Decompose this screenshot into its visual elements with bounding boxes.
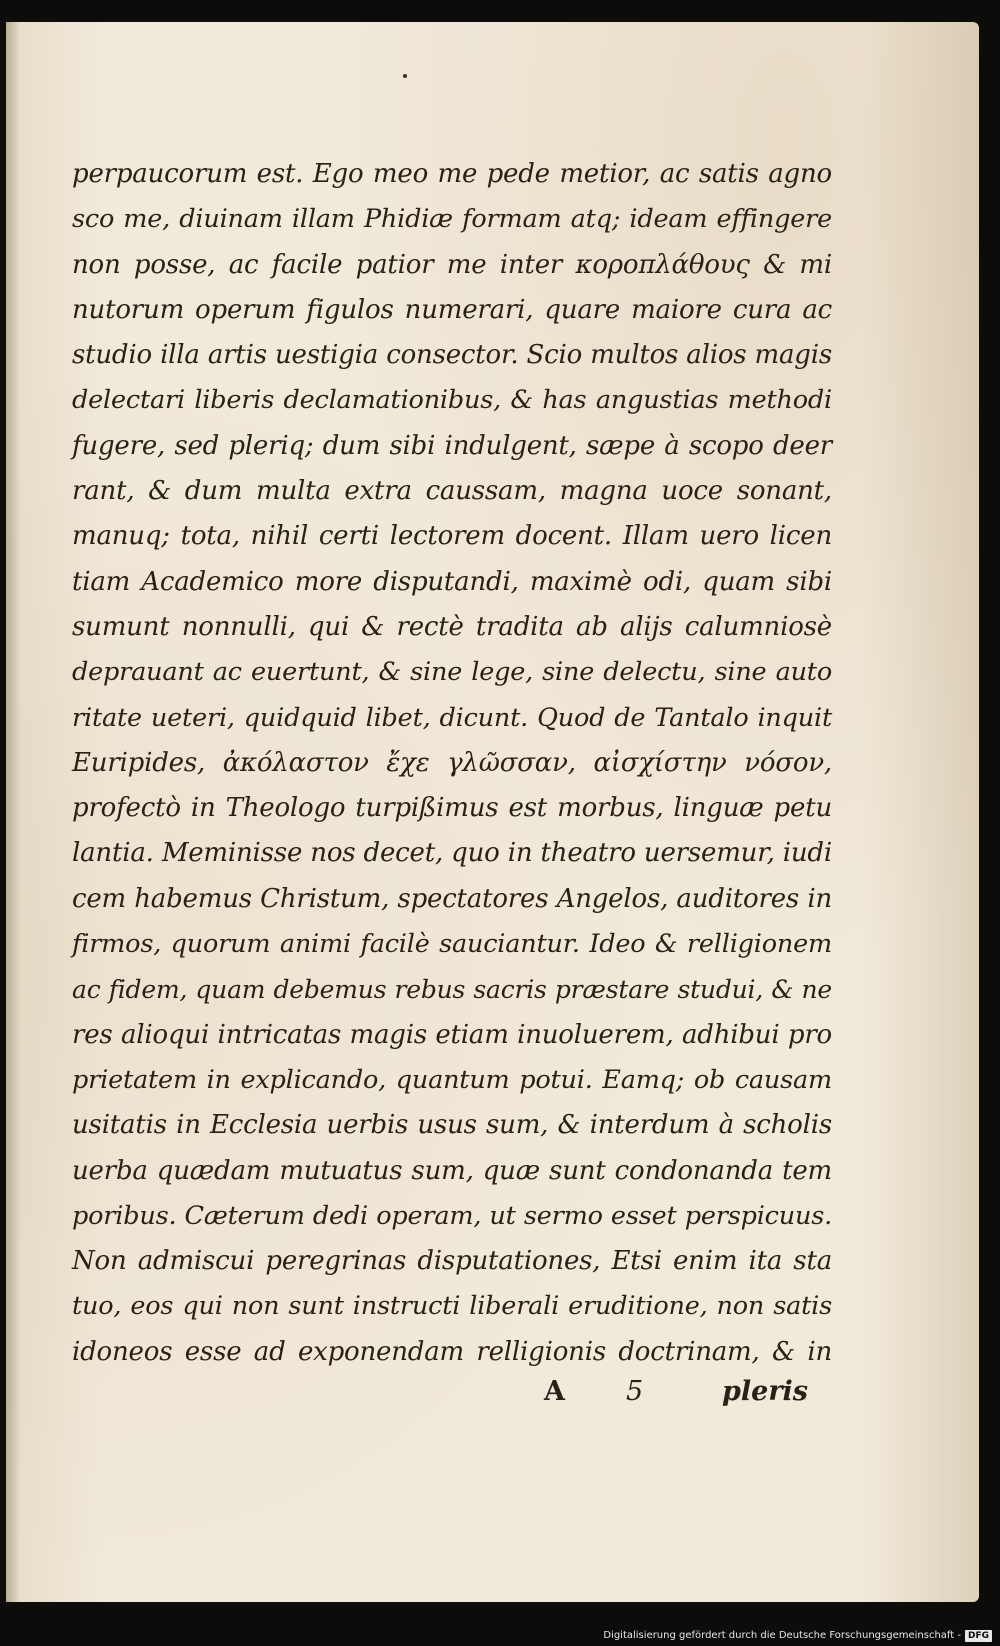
text-line: profectò in Theologo turpißimus est morbus, linguæ petu <box>72 793 832 824</box>
body-text <box>72 152 832 1375</box>
text-line: nutorum operum figulos numerari, quare maiore cura ac <box>72 294 832 325</box>
text-line: usitatis in Ecclesia uerbis usus sum, & interdum à scholis <box>72 1110 832 1141</box>
text-line: studio illa artis uestigia consector. Scio multos alios magis <box>72 340 832 371</box>
text-line: Non admiscui peregrinas disputationes, Etsi enim ita sta <box>72 1246 832 1277</box>
text-line: idoneos esse ad exponendam relligionis doctrinam, & in <box>72 1336 832 1367</box>
text-line: lantia. Meminisse nos decet, quo in theatro uersemur, iudi <box>72 838 832 869</box>
text-line: fugere, sed pleriq; dum sibi indulgent, sæpe à scopo deer <box>72 430 832 461</box>
text-line: res alioqui intricatas magis etiam inuoluerem, adhibui pro <box>72 1019 832 1050</box>
text-line: perpaucorum est. Ego meo me pede metior, ac satis agno <box>72 159 832 189</box>
text-line: Euripides, ἀκόλαστον ἔχε γλῶσσαν, αἰσχίστην νόσον, <box>72 747 832 778</box>
text-line: delectari liberis declamationibus, & has angustias methodi <box>72 385 832 416</box>
page-gutter-shadow <box>6 22 20 1602</box>
text-line: tiam Academico more disputandi, maximè odi, quam sibi <box>72 566 832 597</box>
text-line: cem habemus Christum, spectatores Angelos, auditores in <box>72 883 832 914</box>
signature-mark-number: 5 <box>626 1376 644 1407</box>
text-line: manuq; tota, nihil certi lectorem docent. Illam uero licen <box>72 521 832 552</box>
dfg-logo: DFG <box>965 1630 992 1642</box>
text-line: prietatem in explicando, quantum potui. Eamq; ob causam <box>72 1064 832 1095</box>
catchword: pleris <box>722 1376 808 1407</box>
digitization-credit <box>603 1628 992 1644</box>
text-line: sco me, diuinam illam Phidiæ formam atq; ideam effingere <box>72 204 832 235</box>
text-line: ritate ueteri, quidquid libet, dicunt. Quod de Tantalo inquit <box>72 702 832 733</box>
text-line: ac fidem, quam debemus rebus sacris præstare studui, & ne <box>72 975 832 1005</box>
credit-text: Digitalisierung gefördert durch die Deutsche Forschungsgemeinschaft - <box>603 1630 961 1641</box>
text-line: poribus. Cæterum dedi operam, ut sermo esset perspicuus. <box>72 1200 832 1231</box>
text-line: rant, & dum multa extra caussam, magna uoce sonant, <box>72 476 832 507</box>
book-page <box>6 22 979 1602</box>
text-line: deprauant ac euertunt, & sine lege, sine delectu, sine auto <box>72 657 832 688</box>
text-line: sumunt nonnulli, qui & rectè tradita ab alijs calumniosè <box>72 611 832 642</box>
text-line: uerba quædam mutuatus sum, quæ sunt condonanda tem <box>72 1155 832 1186</box>
text-line: tuo, eos qui non sunt instructi liberali eruditione, non satis <box>72 1291 832 1322</box>
ink-speck <box>403 74 407 78</box>
text-line: non posse, ac facile patior me inter κοροπλάθους & mi <box>72 249 832 280</box>
signature-mark-letter: A <box>544 1376 565 1407</box>
text-line: firmos, quorum animi facilè sauciantur. Ideo & relligionem <box>72 929 832 960</box>
